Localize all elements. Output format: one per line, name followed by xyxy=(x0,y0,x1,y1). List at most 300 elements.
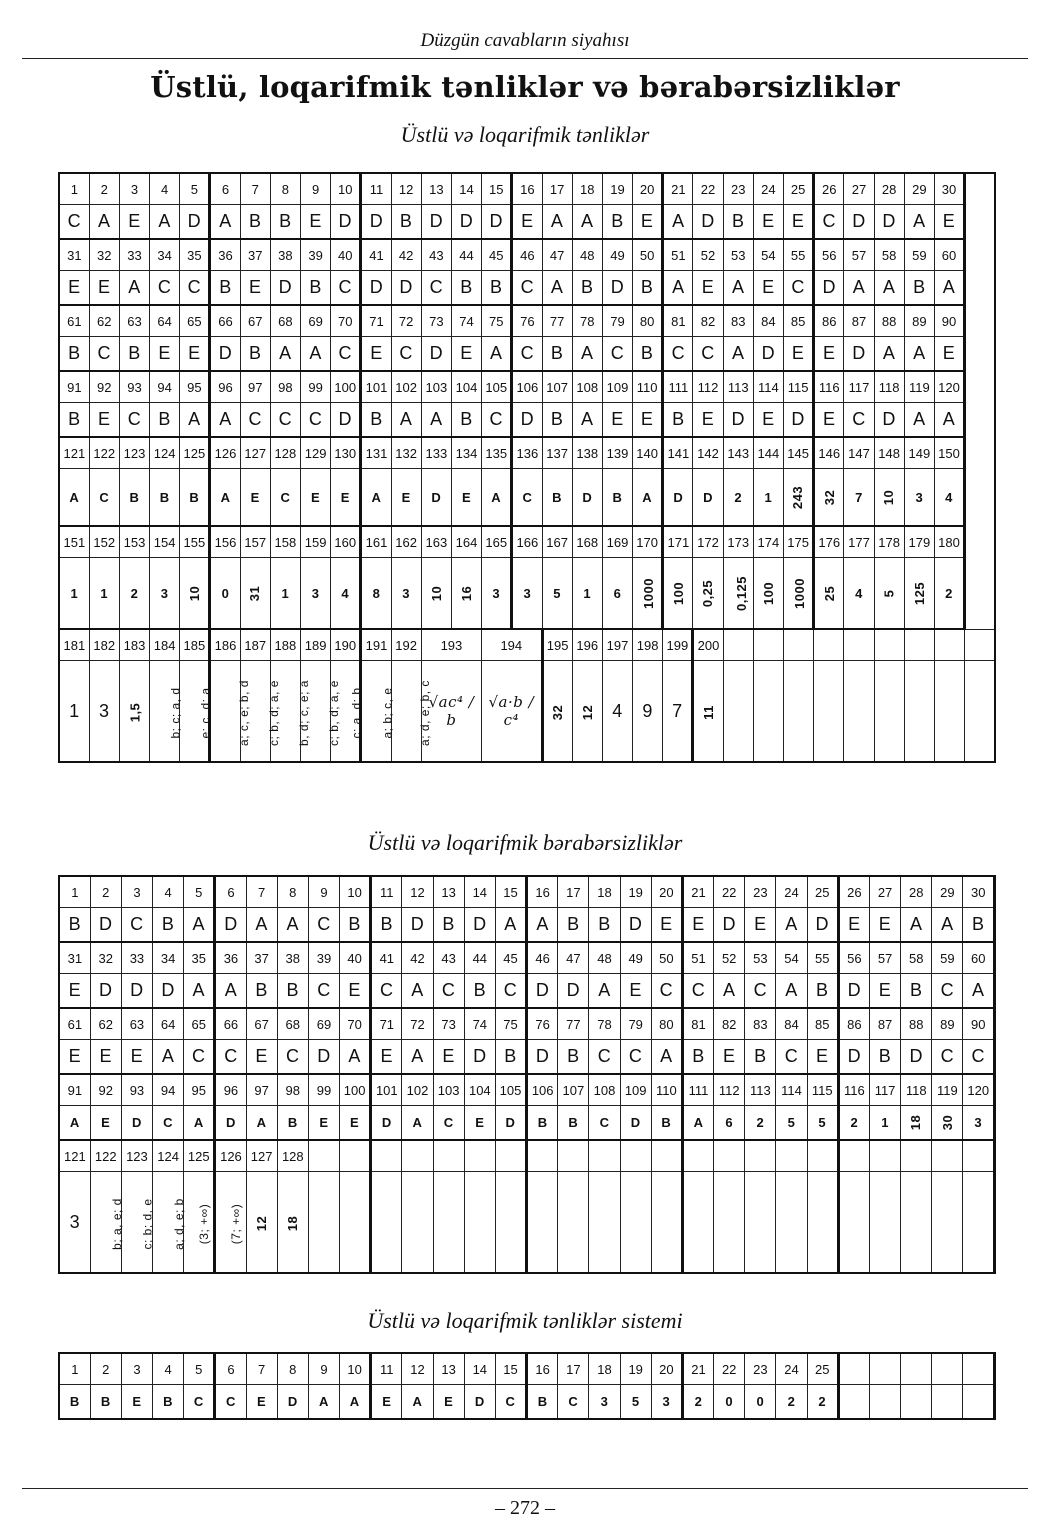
answer-cell: B xyxy=(277,1106,308,1141)
answer-cell: 1 xyxy=(59,661,89,763)
question-number: 92 xyxy=(89,371,119,403)
answer-cell: D xyxy=(482,205,512,240)
answer-cell: B xyxy=(153,908,184,943)
question-number: 139 xyxy=(602,437,632,469)
question-number: 116 xyxy=(838,1074,869,1106)
question-number: 167 xyxy=(542,526,572,558)
question-number xyxy=(371,1140,402,1172)
answer-cell: C xyxy=(844,403,874,438)
rotated-answer: b; c; a, d xyxy=(168,686,183,739)
question-number: 9 xyxy=(308,1353,339,1385)
question-number: 3 xyxy=(119,173,149,205)
answer-cell: C xyxy=(932,974,963,1009)
answer-cell: E xyxy=(869,908,900,943)
question-number xyxy=(963,1140,995,1172)
answer-cell: E xyxy=(301,469,331,527)
rotated-answer: 30 xyxy=(939,1114,955,1131)
question-number xyxy=(589,1140,620,1172)
answer-cell xyxy=(963,1385,995,1420)
answer-cell: 3 xyxy=(301,558,331,630)
question-number: 60 xyxy=(963,942,995,974)
answer-cell: C xyxy=(308,908,339,943)
question-number: 34 xyxy=(153,942,184,974)
answer-cell: A xyxy=(184,974,215,1009)
question-number: 149 xyxy=(904,437,934,469)
rotated-answer: b; a, e; d xyxy=(109,1197,124,1250)
answer-cell: E xyxy=(371,1040,402,1075)
question-number: 69 xyxy=(308,1008,339,1040)
question-number: 27 xyxy=(844,173,874,205)
question-number: 136 xyxy=(512,437,542,469)
question-number: 130 xyxy=(331,437,361,469)
answer-cell: E xyxy=(301,205,331,240)
answer-cell: C xyxy=(512,469,542,527)
question-number xyxy=(814,629,844,661)
question-number: 111 xyxy=(663,371,693,403)
rotated-answer: 5 xyxy=(881,589,897,597)
answer-cell: C xyxy=(433,1106,464,1141)
question-number: 6 xyxy=(215,876,246,908)
answer-cell xyxy=(838,1172,869,1274)
question-number: 90 xyxy=(963,1008,995,1040)
question-number: 56 xyxy=(838,942,869,974)
answer-cell: B xyxy=(451,271,481,306)
answer-cell: D xyxy=(620,908,651,943)
answer-cell xyxy=(215,1172,246,1274)
question-number: 98 xyxy=(270,371,300,403)
question-number: 199 xyxy=(663,629,693,661)
answer-cell: 3 xyxy=(589,1385,620,1420)
question-number: 71 xyxy=(371,1008,402,1040)
question-number: 87 xyxy=(869,1008,900,1040)
answer-cell: E xyxy=(391,469,421,527)
footer-rule xyxy=(22,1488,1028,1489)
answer-cell: A xyxy=(150,205,180,240)
answer-cell: B xyxy=(602,205,632,240)
answer-cell: E xyxy=(59,974,90,1009)
rotated-answer: a; d, e; b, c xyxy=(417,679,432,746)
answer-cell: 4 xyxy=(844,558,874,630)
question-number: 146 xyxy=(814,437,844,469)
answer-cell: B xyxy=(59,1385,90,1420)
question-number: 122 xyxy=(90,1140,121,1172)
question-number: 192 xyxy=(391,629,421,661)
question-number: 91 xyxy=(59,371,89,403)
question-number: 88 xyxy=(874,305,904,337)
answer-cell xyxy=(451,558,481,630)
answer-cell: D xyxy=(361,271,391,306)
answer-cell: C xyxy=(301,403,331,438)
question-number: 38 xyxy=(277,942,308,974)
question-number: 8 xyxy=(277,1353,308,1385)
question-number: 10 xyxy=(340,1353,371,1385)
answer-cell: D xyxy=(210,337,240,372)
answer-cell: D xyxy=(814,271,844,306)
question-number: 54 xyxy=(776,942,807,974)
answer-cell: 2 xyxy=(776,1385,807,1420)
question-number: 155 xyxy=(180,526,210,558)
question-number: 142 xyxy=(693,437,723,469)
answer-cell: A xyxy=(421,403,451,438)
question-number: 112 xyxy=(714,1074,745,1106)
rotated-answer: c; b; d, e xyxy=(140,1197,155,1250)
question-number xyxy=(932,1140,963,1172)
question-number: 121 xyxy=(59,1140,90,1172)
answer-cell xyxy=(633,558,663,630)
answer-cell: B xyxy=(180,469,210,527)
question-number: 109 xyxy=(620,1074,651,1106)
answer-cell: C xyxy=(331,337,361,372)
answer-cell: E xyxy=(433,1040,464,1075)
question-number: 59 xyxy=(904,239,934,271)
answer-cell: A xyxy=(663,271,693,306)
question-number: 34 xyxy=(150,239,180,271)
answer-cell: B xyxy=(464,974,495,1009)
question-number: 45 xyxy=(482,239,512,271)
question-number: 125 xyxy=(184,1140,215,1172)
question-number: 39 xyxy=(301,239,331,271)
question-number: 80 xyxy=(651,1008,682,1040)
question-number xyxy=(723,629,753,661)
question-number: 7 xyxy=(246,876,277,908)
question-number: 75 xyxy=(482,305,512,337)
answer-cell xyxy=(776,1172,807,1274)
question-number: 52 xyxy=(714,942,745,974)
question-number: 32 xyxy=(90,942,121,974)
question-number: 133 xyxy=(421,437,451,469)
question-number xyxy=(714,1140,745,1172)
answer-cell: A xyxy=(402,1106,433,1141)
question-number xyxy=(901,1140,932,1172)
answer-cell: C xyxy=(814,205,844,240)
question-number: 116 xyxy=(814,371,844,403)
answer-cell: D xyxy=(527,1040,558,1075)
question-number: 48 xyxy=(572,239,602,271)
answer-cell xyxy=(932,1385,963,1420)
question-number: 173 xyxy=(723,526,753,558)
question-number: 5 xyxy=(184,1353,215,1385)
question-number: 66 xyxy=(215,1008,246,1040)
answer-cell: D xyxy=(620,1106,651,1141)
answer-cell xyxy=(246,1172,277,1274)
question-number: 3 xyxy=(121,876,152,908)
question-number: 102 xyxy=(402,1074,433,1106)
answer-cell: D xyxy=(784,403,814,438)
answer-cell xyxy=(308,1172,339,1274)
question-number: 1 xyxy=(59,876,90,908)
question-number: 175 xyxy=(784,526,814,558)
question-number: 67 xyxy=(240,305,270,337)
answer-cell: D xyxy=(602,271,632,306)
answer-cell xyxy=(753,558,783,630)
answer-cell: D xyxy=(331,205,361,240)
question-number: 118 xyxy=(874,371,904,403)
answer-cell: B xyxy=(246,974,277,1009)
question-number: 47 xyxy=(558,942,589,974)
question-number: 35 xyxy=(180,239,210,271)
question-number: 138 xyxy=(572,437,602,469)
answer-cell: E xyxy=(714,1040,745,1075)
answer-cell: 3 xyxy=(651,1385,682,1420)
answer-cell: A xyxy=(904,337,934,372)
rotated-answer: 125 xyxy=(911,581,927,605)
answer-cell: 0 xyxy=(745,1385,776,1420)
answer-cell: B xyxy=(542,337,572,372)
question-number: 57 xyxy=(869,942,900,974)
answer-cell: A xyxy=(482,469,512,527)
answer-cell: A xyxy=(210,403,240,438)
answer-cell: B xyxy=(59,403,89,438)
question-number: 126 xyxy=(215,1140,246,1172)
question-number: 119 xyxy=(904,371,934,403)
answer-cell xyxy=(784,558,814,630)
answer-cell: A xyxy=(932,908,963,943)
question-number: 67 xyxy=(246,1008,277,1040)
answer-cell: E xyxy=(745,908,776,943)
question-number xyxy=(784,629,814,661)
answer-cell xyxy=(402,1172,433,1274)
answer-cell: E xyxy=(90,1040,121,1075)
question-number: 15 xyxy=(495,876,526,908)
question-number: 24 xyxy=(753,173,783,205)
question-number: 177 xyxy=(844,526,874,558)
answer-table-equations xyxy=(58,172,996,763)
question-number: 4 xyxy=(153,876,184,908)
question-number xyxy=(807,1140,838,1172)
question-number: 108 xyxy=(589,1074,620,1106)
question-number xyxy=(620,1140,651,1172)
answer-cell: B xyxy=(558,1040,589,1075)
question-number: 14 xyxy=(451,173,481,205)
answer-cell: 5 xyxy=(807,1106,838,1141)
question-number: 51 xyxy=(682,942,713,974)
answer-cell xyxy=(844,661,874,763)
answer-cell: 6 xyxy=(714,1106,745,1141)
rotated-answer: 25 xyxy=(821,585,837,601)
answer-cell: D xyxy=(527,974,558,1009)
section-title-equations: Üstlü və loqarifmik tənliklər xyxy=(400,122,650,147)
question-number xyxy=(433,1140,464,1172)
answer-cell: E xyxy=(693,271,723,306)
answer-cell xyxy=(932,1172,963,1274)
question-number xyxy=(745,1140,776,1172)
question-number: 103 xyxy=(421,371,451,403)
answer-cell: C xyxy=(89,337,119,372)
rotated-answer: (7; +∞) xyxy=(229,1203,244,1244)
answer-cell: B xyxy=(633,271,663,306)
rotated-answer: 100 xyxy=(760,581,776,605)
answer-cell: E xyxy=(331,469,361,527)
answer-cell: B xyxy=(119,469,149,527)
answer-cell xyxy=(121,1172,155,1274)
question-number: 33 xyxy=(119,239,149,271)
question-number: 89 xyxy=(932,1008,963,1040)
question-number: 84 xyxy=(753,305,783,337)
question-number: 78 xyxy=(572,305,602,337)
answer-cell: A xyxy=(402,1040,433,1075)
section-title-inequalities: Üstlü və loqarifmik bərabərsizliklər xyxy=(367,830,683,855)
answer-cell: D xyxy=(451,205,481,240)
question-number: 148 xyxy=(874,437,904,469)
question-number: 5 xyxy=(180,173,210,205)
question-number: 110 xyxy=(651,1074,682,1106)
question-number: 188 xyxy=(270,629,300,661)
answer-cell: A xyxy=(904,403,934,438)
question-number: 15 xyxy=(495,1353,526,1385)
answer-cell: 4 xyxy=(934,469,964,527)
question-number xyxy=(464,1140,495,1172)
question-number: 183 xyxy=(119,629,149,661)
answer-cell: D xyxy=(421,337,451,372)
answer-cell: C xyxy=(620,1040,651,1075)
question-number: 11 xyxy=(371,1353,402,1385)
question-number: 106 xyxy=(527,1074,558,1106)
answer-cell: A xyxy=(963,974,995,1009)
question-number: 89 xyxy=(904,305,934,337)
answer-cell: B xyxy=(433,908,464,943)
answer-cell: 1 xyxy=(572,558,602,630)
answer-cell xyxy=(558,1172,589,1274)
answer-cell: 7 xyxy=(663,661,693,763)
answer-cell: A xyxy=(934,403,964,438)
question-number: 30 xyxy=(934,173,964,205)
answer-cell: B xyxy=(371,908,402,943)
answer-cell xyxy=(391,661,432,763)
answer-cell: D xyxy=(402,908,433,943)
question-number: 190 xyxy=(331,629,361,661)
answer-cell: 5 xyxy=(620,1385,651,1420)
question-number: 20 xyxy=(633,173,663,205)
answer-cell: 1 xyxy=(89,558,119,630)
answer-cell: E xyxy=(512,205,542,240)
answer-cell xyxy=(814,469,844,527)
answer-cell: E xyxy=(753,271,783,306)
answer-cell: 0 xyxy=(210,558,240,630)
answer-cell xyxy=(371,1172,402,1274)
question-number: 42 xyxy=(391,239,421,271)
answer-cell: D xyxy=(391,271,421,306)
question-number: 53 xyxy=(745,942,776,974)
answer-cell: E xyxy=(121,1385,152,1420)
answer-cell: 3 xyxy=(150,558,180,630)
answer-cell: C xyxy=(512,337,542,372)
answer-cell: D xyxy=(464,1040,495,1075)
question-number: 72 xyxy=(402,1008,433,1040)
question-number: 43 xyxy=(433,942,464,974)
question-number: 186 xyxy=(210,629,240,661)
question-number: 200 xyxy=(693,629,723,661)
question-number: 101 xyxy=(361,371,391,403)
answer-cell: 1 xyxy=(59,558,89,630)
answer-cell: A xyxy=(874,271,904,306)
question-number: 122 xyxy=(89,437,119,469)
question-number: 21 xyxy=(682,1353,713,1385)
answer-cell: A xyxy=(210,469,240,527)
question-number: 44 xyxy=(451,239,481,271)
question-number: 74 xyxy=(464,1008,495,1040)
answer-cell: C xyxy=(121,908,152,943)
question-number: 1 xyxy=(59,1353,90,1385)
answer-cell: B xyxy=(153,1385,184,1420)
answer-cell xyxy=(745,1172,776,1274)
question-number: 50 xyxy=(633,239,663,271)
answer-cell: E xyxy=(451,337,481,372)
question-number xyxy=(874,629,904,661)
answer-cell: A xyxy=(340,1040,371,1075)
answer-cell: C xyxy=(482,403,512,438)
question-number xyxy=(901,1353,932,1385)
answer-cell: D xyxy=(215,1106,246,1141)
answer-cell: C xyxy=(184,1040,215,1075)
answer-cell xyxy=(869,1385,900,1420)
question-number: 93 xyxy=(119,371,149,403)
answer-cell: B xyxy=(602,469,632,527)
answer-cell: C xyxy=(651,974,682,1009)
answer-cell: 3 xyxy=(482,558,512,630)
question-number: 23 xyxy=(745,876,776,908)
question-number: 181 xyxy=(59,629,89,661)
question-number: 119 xyxy=(932,1074,963,1106)
rotated-answer: 12 xyxy=(579,704,595,720)
answer-cell: A xyxy=(184,1106,215,1141)
answer-cell: C xyxy=(153,1106,184,1141)
answer-cell: D xyxy=(215,908,246,943)
answer-cell: B xyxy=(745,1040,776,1075)
answer-cell: C xyxy=(421,271,451,306)
answer-cell: A xyxy=(301,337,331,372)
answer-cell: D xyxy=(90,974,121,1009)
question-number: 147 xyxy=(844,437,874,469)
question-number: 39 xyxy=(308,942,339,974)
question-number xyxy=(402,1140,433,1172)
answer-cell: B xyxy=(651,1106,682,1141)
question-number: 161 xyxy=(361,526,391,558)
answer-cell: A xyxy=(663,205,693,240)
question-number: 47 xyxy=(542,239,572,271)
answer-cell: D xyxy=(838,1040,869,1075)
answer-cell: C xyxy=(932,1040,963,1075)
question-number: 12 xyxy=(402,876,433,908)
answer-cell: E xyxy=(89,271,119,306)
question-number: 27 xyxy=(869,876,900,908)
question-number: 23 xyxy=(723,173,753,205)
question-number: 156 xyxy=(210,526,240,558)
question-number: 132 xyxy=(391,437,421,469)
question-number: 144 xyxy=(753,437,783,469)
answer-cell xyxy=(340,1172,371,1274)
answer-cell xyxy=(814,661,844,763)
question-number: 55 xyxy=(784,239,814,271)
question-number: 14 xyxy=(464,1353,495,1385)
answer-cell xyxy=(814,558,844,630)
question-number: 76 xyxy=(512,305,542,337)
page-number: – 272 – xyxy=(495,1497,555,1519)
answer-cell: D xyxy=(464,1385,495,1420)
answer-cell: C xyxy=(693,337,723,372)
answer-cell: A xyxy=(215,974,246,1009)
rotated-answer: 32 xyxy=(550,704,566,720)
answer-cell: C xyxy=(240,403,270,438)
question-number: 15 xyxy=(482,173,512,205)
answer-cell: C xyxy=(150,271,180,306)
answer-cell: 2 xyxy=(934,558,964,630)
answer-cell: A xyxy=(246,908,277,943)
question-number: 117 xyxy=(869,1074,900,1106)
question-number: 42 xyxy=(402,942,433,974)
fraction: √a·b / c⁴ xyxy=(488,692,535,729)
answer-cell: A xyxy=(402,1385,433,1420)
fraction: √ac⁴ / b xyxy=(428,692,475,729)
